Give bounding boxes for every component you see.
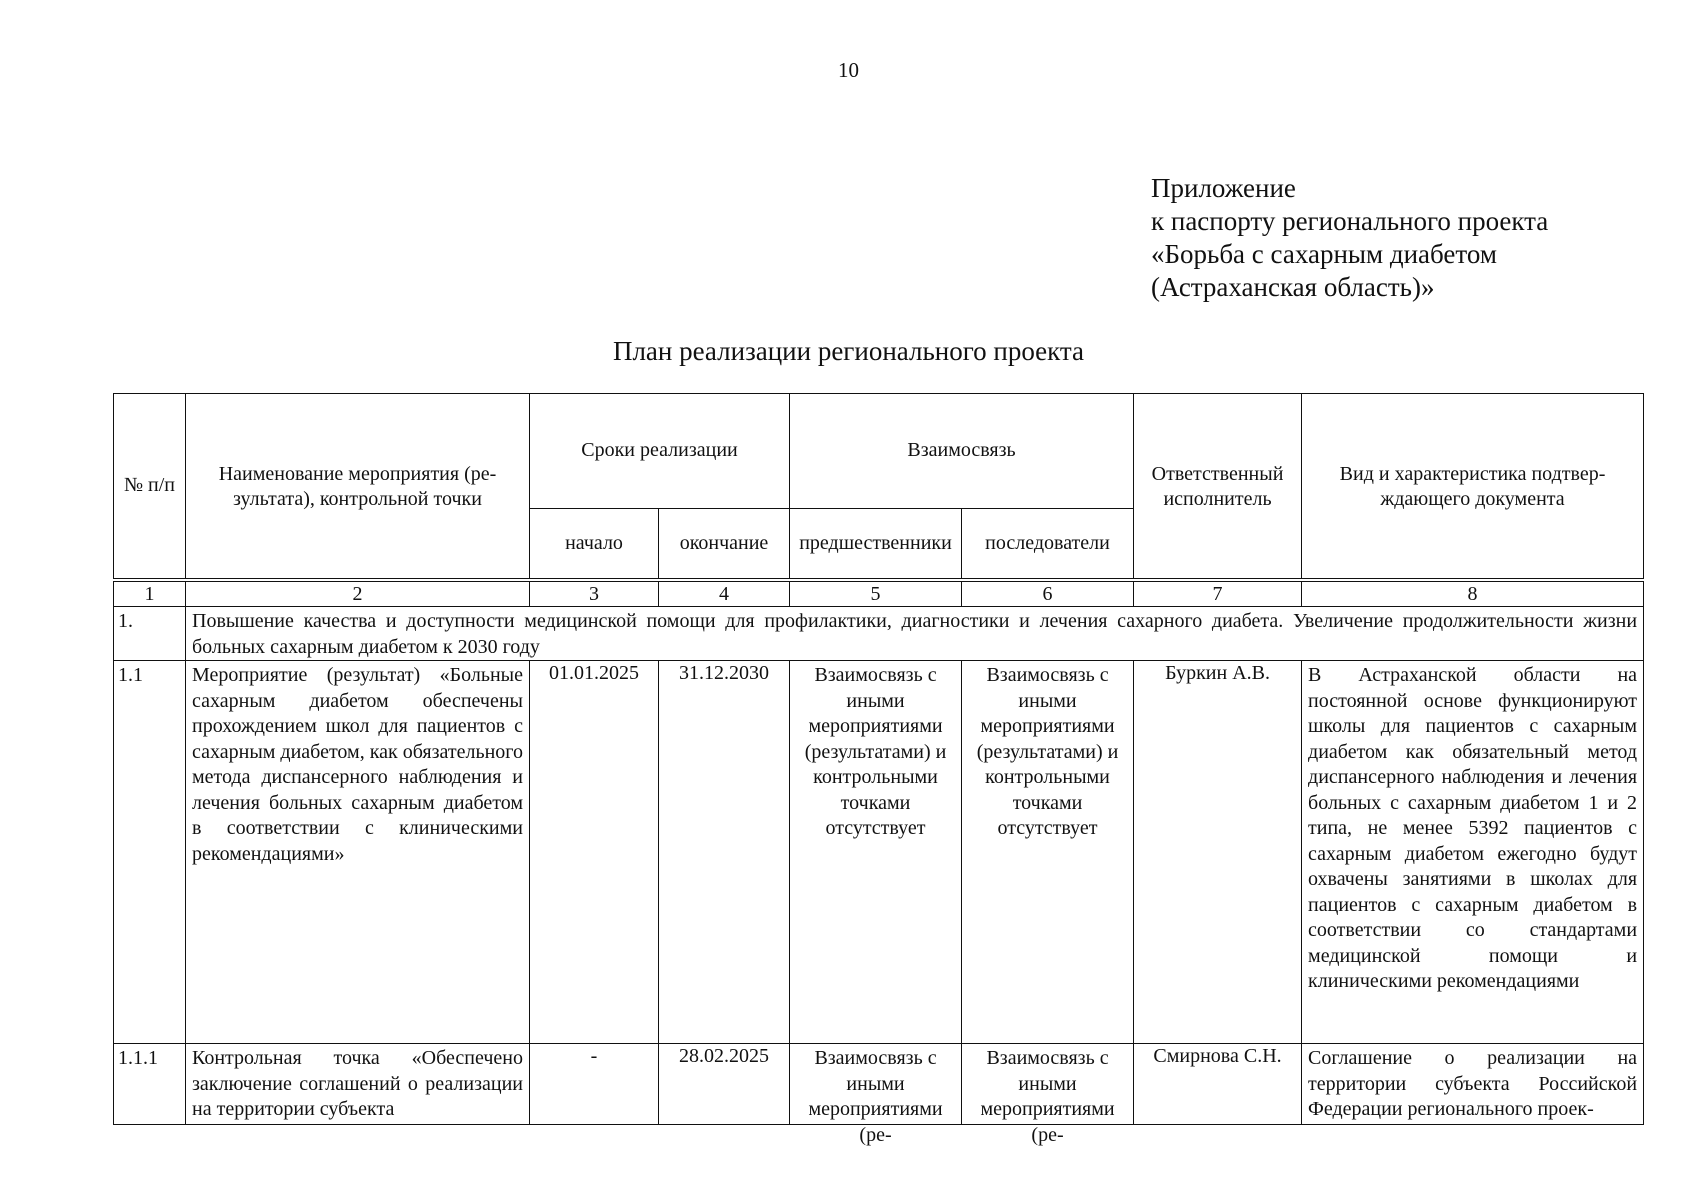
column-number: 6 [962,582,1134,607]
end-date: 31.12.2030 [659,661,790,1044]
header-num: № п/п [114,394,186,579]
document-cell: В Астраханской области на постоянной основе функционируют школы для пациентов с сахарным диабетом как обязательный метод диспансерного наблюдения и лечения больных с сахарным диабетом 1 и 2 типа, не менее 5392 пациентов с сахарным диабетом ежегодно будут охвачены занятиями в школах для пациентов с сахарным диабетом в соответствии со стандартами медицинской помощи и клиническими рекомендациями [1302,661,1644,1044]
document-title: План реализации регионального проекта [612,336,1085,366]
appendix-line-1: Приложение [1151,173,1296,203]
section-goal-text: Повышение качества и доступности медицинской помощи для профилактики, диагностики и лечения сахарного диабета. Увеличение продолжительности жизни больных сахарным диабетом к 2030 году [186,607,1644,661]
column-number: 1 [114,582,186,607]
column-number: 2 [186,582,530,607]
header-responsible: Ответственный исполнитель [1134,394,1302,579]
table-row-1-1 [114,661,1644,1044]
header-successors: последователи [962,509,1134,579]
column-numbers-row [114,582,1644,607]
header-start: начало [530,509,659,579]
header-name: Наименование мероприятия (ре-зультата), контрольной точки [186,394,530,579]
row-number: 1.1.1 [114,1044,186,1125]
appendix-line-2: к паспорту регионального проекта [1151,206,1549,236]
column-number: 5 [790,582,962,607]
row-number: 1.1 [114,661,186,1044]
responsible-cell: Смирнова С.Н. [1134,1044,1302,1125]
column-number: 7 [1134,582,1302,607]
header-terms: Сроки реализации [530,394,790,509]
column-number: 4 [659,582,790,607]
header-relation: Взаимосвязь [790,394,1134,509]
page-number: 10 [838,58,859,82]
responsible-cell: Буркин А.В. [1134,661,1302,1044]
appendix-line-4: (Астраханская область)» [1151,272,1435,302]
event-name: Мероприятие (результат) «Больные сахарным диабетом обеспечены прохождением школ для пациентов с сахарным диабетом, как обязательного метода диспансерного наблюдения и лечения больных сахарным диабетом в соответствии с клиническими рекомендациями» [186,661,530,1044]
header-predecessors: предшественники [790,509,962,579]
plan-table [113,393,1644,1146]
appendix-block [1151,172,1548,304]
table-row-1-1-1 [114,1044,1644,1125]
predecessors-cell: Взаимосвязь с иными мероприятиями (результатами) и контрольными точками отсутствует [790,661,962,1044]
document-cell: Соглашение о реализации на территории субъекта Российской Федерации регионального проек- [1308,1047,1638,1120]
row-number: 1. [114,607,186,661]
column-number: 8 [1302,582,1644,607]
start-date: - [530,1044,659,1125]
header-document: Вид и характеристика подтвер-ждающего документа [1302,394,1644,579]
successors-cell: Взаимосвязь с иными мероприятиями (ре- [980,1047,1115,1146]
end-date: 28.02.2025 [659,1044,790,1125]
column-number: 3 [530,582,659,607]
event-name: Контрольная точка «Обеспечено заключение соглашений о реализации на территории субъекта [192,1047,523,1120]
start-date: 01.01.2025 [530,661,659,1044]
header-row-1 [114,394,1644,509]
predecessors-cell: Взаимосвязь с иными мероприятиями (ре- [808,1047,943,1146]
header-end: окончание [659,509,790,579]
table-row-section-1 [114,607,1644,661]
successors-cell: Взаимосвязь с иными мероприятиями (результатами) и контрольными точками отсутствует [962,661,1134,1044]
appendix-line-3: «Борьба с сахарным диабетом [1151,239,1497,269]
